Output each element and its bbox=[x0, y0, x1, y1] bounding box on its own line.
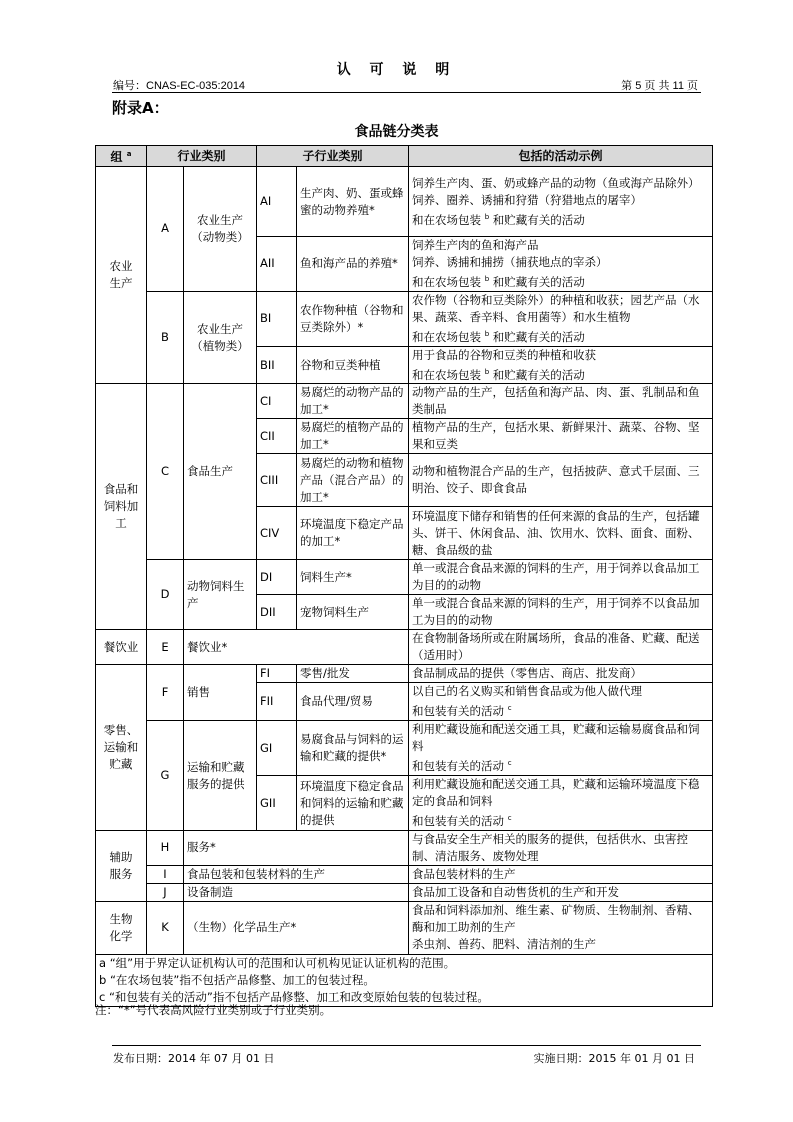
table-row bbox=[96, 384, 713, 419]
sub-code: CI bbox=[257, 384, 297, 419]
table-row bbox=[96, 883, 713, 901]
group-cell: 餐饮业 bbox=[96, 630, 147, 665]
sub-code: DII bbox=[257, 595, 297, 630]
document-number: 编号：CNAS-EC-035:2014 bbox=[113, 80, 246, 92]
table-row bbox=[96, 560, 713, 595]
header-sub-industry: 子行业类别 bbox=[257, 146, 409, 167]
sub-code: AII bbox=[257, 237, 297, 292]
activity-cell: 环境温度下储存和销售的任何来源的食品的生产，包括罐头、饼干、休闲食品、油、饮用水、饮料、面食、面粉、糖、食品级的盐 bbox=[409, 507, 713, 560]
footnotes-row bbox=[96, 954, 713, 1006]
sub-name: 农作物种植（谷物和豆类除外）* bbox=[297, 291, 409, 346]
sub-name: 环境温度下稳定产品的加工* bbox=[297, 507, 409, 560]
group-cell: 食品和饲料加工 bbox=[96, 384, 147, 630]
activity-cell: 动物产品的生产，包括鱼和海产品、肉、蛋、乳制品和鱼类制品 bbox=[409, 384, 713, 419]
sub-name: 易腐食品与饲料的运输和贮藏的提供* bbox=[297, 721, 409, 776]
table-title: 食品链分类表 bbox=[354, 124, 439, 140]
sub-name: 谷物和豆类种植 bbox=[297, 346, 409, 384]
sub-code: DI bbox=[257, 560, 297, 595]
sub-code: AI bbox=[257, 167, 297, 237]
activity-cell: 植物产品的生产，包括水果、新鲜果汁、蔬菜、谷物、坚果和豆类 bbox=[409, 419, 713, 454]
industry-code: I bbox=[147, 865, 184, 883]
sub-code: CIV bbox=[257, 507, 297, 560]
page-info: 第 5 页 共 11 页 bbox=[621, 80, 698, 92]
activity-cell: 动物和植物混合产品的生产，包括披萨、意式千层面、三明治、饺子、即食食品 bbox=[409, 454, 713, 507]
table-row bbox=[96, 291, 713, 346]
group-cell: 辅助服务 bbox=[96, 830, 147, 901]
industry-name: 运输和贮藏服务的提供 bbox=[184, 721, 257, 831]
industry-code: K bbox=[147, 901, 184, 954]
activity-cell: 食品制成品的提供（零售店、商店、批发商） bbox=[409, 665, 713, 683]
activity-cell: 食品包装材料的生产 bbox=[409, 865, 713, 883]
sub-code: FII bbox=[257, 683, 297, 721]
industry-name: （生物）化学品生产* bbox=[184, 901, 409, 954]
industry-code: H bbox=[147, 830, 184, 865]
sub-name: 易腐烂的动物和植物产品（混合产品）的加工* bbox=[297, 454, 409, 507]
industry-code: G bbox=[147, 721, 184, 831]
industry-code: D bbox=[147, 560, 184, 630]
footnote-c: c “和包装有关的活动”指不包括产品修整、加工和改变原始包装的包装过程。 bbox=[99, 989, 489, 1004]
sub-code: FI bbox=[257, 665, 297, 683]
sub-name: 食品代理/贸易 bbox=[297, 683, 409, 721]
sub-name: 宠物饲料生产 bbox=[297, 595, 409, 630]
sub-name: 生产肉、奶、蛋或蜂蜜的动物养殖* bbox=[297, 167, 409, 237]
industry-name: 动物饲料生产 bbox=[184, 560, 257, 630]
header-divider bbox=[112, 92, 701, 93]
activity-cell: 食品和饲料添加剂、维生素、矿物质、生物制剂、香精、酶和加工助剂的生产 杀虫剂、兽药、肥料、清洁剂的生产 bbox=[409, 901, 713, 954]
sub-code: BI bbox=[257, 291, 297, 346]
sub-code: BII bbox=[257, 346, 297, 384]
industry-code: J bbox=[147, 883, 184, 901]
sub-code: GI bbox=[257, 721, 297, 776]
industry-code: C bbox=[147, 384, 184, 560]
table-row bbox=[96, 901, 713, 954]
footnotes-cell bbox=[96, 954, 713, 1006]
table-header-row bbox=[96, 146, 713, 167]
document-title: 认 可 说 明 bbox=[336, 62, 457, 78]
industry-name: 农业生产（植物类） bbox=[184, 291, 257, 384]
industry-code: F bbox=[147, 665, 184, 721]
table-row bbox=[96, 830, 713, 865]
sub-name: 易腐烂的动物产品的加工* bbox=[297, 384, 409, 419]
group-cell: 生物化学 bbox=[96, 901, 147, 954]
footnote-a: a “组”用于界定认证机构认可的范围和认可机构见证认证机构的范围。 bbox=[99, 955, 456, 970]
appendix-label: 附录A： bbox=[112, 99, 169, 117]
industry-name: 销售 bbox=[184, 665, 257, 721]
group-cell: 农业生产 bbox=[96, 167, 147, 384]
industry-name: 食品生产 bbox=[184, 384, 257, 560]
footer-divider bbox=[112, 1045, 701, 1046]
sub-name: 饲料生产* bbox=[297, 560, 409, 595]
activity-cell: 利用贮藏设施和配送交通工具，贮藏和运输环境温度下稳定的食品和饲料 和包装有关的活动 $^c$ bbox=[409, 776, 713, 831]
header-industry: 行业类别 bbox=[147, 146, 257, 167]
sub-code: CIII bbox=[257, 454, 297, 507]
activity-cell: 饲养生产肉、蛋、奶或蜂产品的动物（鱼或海产品除外） 饲养、圈养、诱捕和狩猎（狩猎地点的屠宰） 和在农场包装 $^b$ 和贮藏有关的活动 bbox=[409, 167, 713, 237]
industry-name: 餐饮业* bbox=[184, 630, 409, 665]
sub-name: 零售/批发 bbox=[297, 665, 409, 683]
activity-cell: 食品加工设备和自动售货机的生产和开发 bbox=[409, 883, 713, 901]
food-chain-table bbox=[95, 145, 713, 1007]
footnote-b: b “在农场包装”指不包括产品修整、加工的包装过程。 bbox=[99, 972, 375, 987]
activity-cell: 以自己的名义购买和销售食品或为他人做代理 和包装有关的活动 $^c$ bbox=[409, 683, 713, 721]
sub-code: CII bbox=[257, 419, 297, 454]
industry-name: 服务* bbox=[184, 830, 409, 865]
industry-name: 设备制造 bbox=[184, 883, 409, 901]
industry-code: B bbox=[147, 291, 184, 384]
effective-date: 实施日期：2015 年 01 月 01 日 bbox=[533, 1052, 695, 1065]
activity-cell: 与食品安全生产相关的服务的提供，包括供水、虫害控制、清洁服务、废物处理 bbox=[409, 830, 713, 865]
header-activities: 包括的活动示例 bbox=[409, 146, 713, 167]
header-group: 组 $^a$ bbox=[96, 146, 147, 167]
table-row bbox=[96, 167, 713, 237]
high-risk-note: 注：“*”号代表高风险行业类别或子行业类别。 bbox=[95, 1003, 332, 1017]
industry-name: 食品包装和包装材料的生产 bbox=[184, 865, 409, 883]
activity-cell: 单一或混合食品来源的饲料的生产，用于饲养以食品加工为目的的动物 bbox=[409, 560, 713, 595]
sub-code: GII bbox=[257, 776, 297, 831]
industry-name: 农业生产（动物类） bbox=[184, 167, 257, 292]
industry-code: A bbox=[147, 167, 184, 292]
activity-cell: 利用贮藏设施和配送交通工具，贮藏和运输易腐食品和饲料 和包装有关的活动 $^c$ bbox=[409, 721, 713, 776]
table-row bbox=[96, 721, 713, 776]
industry-code: E bbox=[147, 630, 184, 665]
publish-date: 发布日期：2014 年 07 月 01 日 bbox=[113, 1052, 275, 1065]
table-row bbox=[96, 865, 713, 883]
activity-cell: 用于食品的谷物和豆类的种植和收获 和在农场包装 $^b$ 和贮藏有关的活动 bbox=[409, 346, 713, 384]
sub-name: 环境温度下稳定食品和饲料的运输和贮藏的提供 bbox=[297, 776, 409, 831]
sub-name: 易腐烂的植物产品的加工* bbox=[297, 419, 409, 454]
group-cell: 零售、运输和贮藏 bbox=[96, 665, 147, 830]
table-row bbox=[96, 630, 713, 665]
sub-name: 鱼和海产品的养殖* bbox=[297, 237, 409, 292]
activity-cell: 单一或混合食品来源的饲料的生产，用于饲养不以食品加工为目的的动物 bbox=[409, 595, 713, 630]
activity-cell: 农作物（谷物和豆类除外）的种植和收获；园艺产品（水果、蔬菜、香辛料、食用菌等）和水生植物 和在农场包装 $^b$ 和贮藏有关的活动 bbox=[409, 291, 713, 346]
table-row bbox=[96, 665, 713, 683]
activity-cell: 在食物制备场所或在附属场所，食品的准备、贮藏、配送（适用时） bbox=[409, 630, 713, 665]
activity-cell: 饲养生产肉的鱼和海产品 饲养、诱捕和捕捞（捕获地点的宰杀） 和在农场包装 $^b$ 和贮藏有关的活动 bbox=[409, 237, 713, 292]
